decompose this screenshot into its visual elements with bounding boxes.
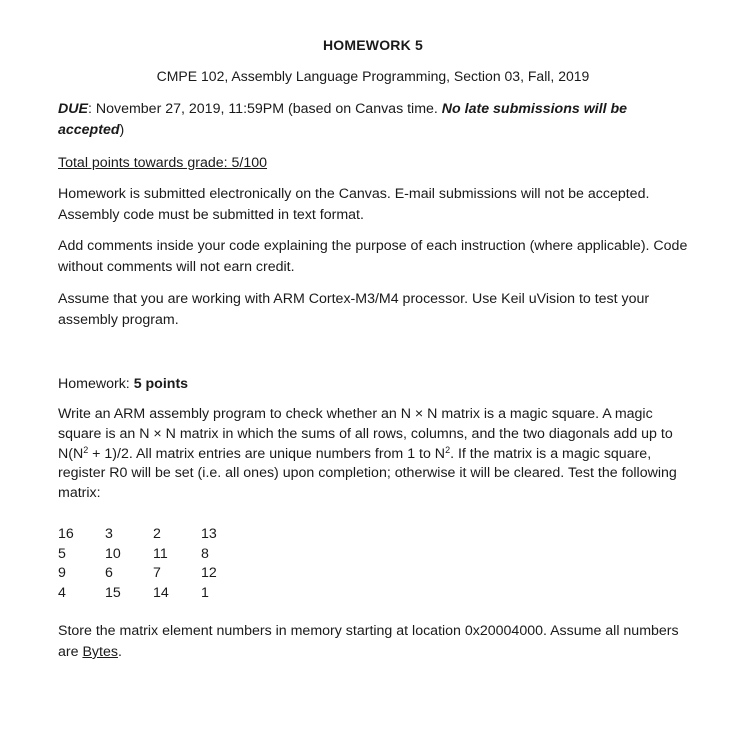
matrix-cell: 11 [153,545,168,562]
matrix-cell: 15 [105,585,121,602]
description-part-1: Write an ARM assembly program to check whether an N × N matrix is a magic square. A magic square is an N × N matrix in which the sums of all rows, columns, and the two diagonals add up to N(N [58,406,673,462]
matrix-cell: 9 [58,565,66,582]
comments-paragraph: Add comments inside your code explaining the purpose of each instruction (where applicable). Code without comments will not earn credit. [58,238,688,275]
bytes-underlined: Bytes [82,644,118,660]
matrix-cell: 7 [153,565,161,582]
homework-points: 5 points [133,376,189,392]
storage-instructions [58,621,688,663]
problem-description [58,405,688,504]
description-part-3: . If the matrix is a magic square, register R0 will be set (i.e. all ones) upon completion; otherwise it will be cleared. Test the following matrix: [58,445,677,502]
submission-paragraph: Homework is submitted electronically on the Canvas. E-mail submissions will not be accepted. Assembly code must be submitted in text format. [58,186,650,223]
matrix-cell: 14 [153,585,169,602]
matrix-cell: 10 [105,545,121,562]
matrix-cell: 3 [105,526,113,542]
storage-text: Store the matrix element numbers in memory starting at location 0x20004000. Assume all numbers are [58,623,679,660]
matrix-cell: 5 [58,545,66,562]
matrix-cell: 6 [105,565,113,582]
matrix-cell: 1 [201,585,209,602]
total-points: Total points towards grade: 5/100 [58,155,268,171]
document-title: HOMEWORK 5 [323,37,423,53]
due-paragraph [58,99,688,141]
homework-points-line [58,374,688,395]
due-date-text: : November 27, 2019, 11:59PM (based on Canvas time. [87,101,442,117]
superscript-2: 2 [83,444,89,455]
processor-paragraph: Assume that you are working with ARM Cortex-M3/M4 processor. Use Keil uVision to test your assembly program. [58,291,650,328]
matrix-cell: 16 [58,526,74,542]
matrix-cell: 13 [201,526,217,542]
late-warning: No late submissions will be accepted [58,101,628,138]
matrix-cell: 2 [153,526,161,542]
superscript-2: 2 [445,444,451,455]
course-line: CMPE 102, Assembly Language Programming, Section 03, Fall, 2019 [156,68,590,84]
homework-label: Homework: [58,376,134,392]
storage-period: . [117,644,122,660]
due-close-paren: ) [119,122,125,138]
description-part-2: + 1)/2. All matrix entries are unique numbers from 1 to N [88,445,446,462]
due-label: DUE [58,101,88,117]
matrix-cell: 8 [201,545,209,562]
matrix-cell: 4 [58,585,66,602]
matrix-cell: 12 [201,565,217,582]
